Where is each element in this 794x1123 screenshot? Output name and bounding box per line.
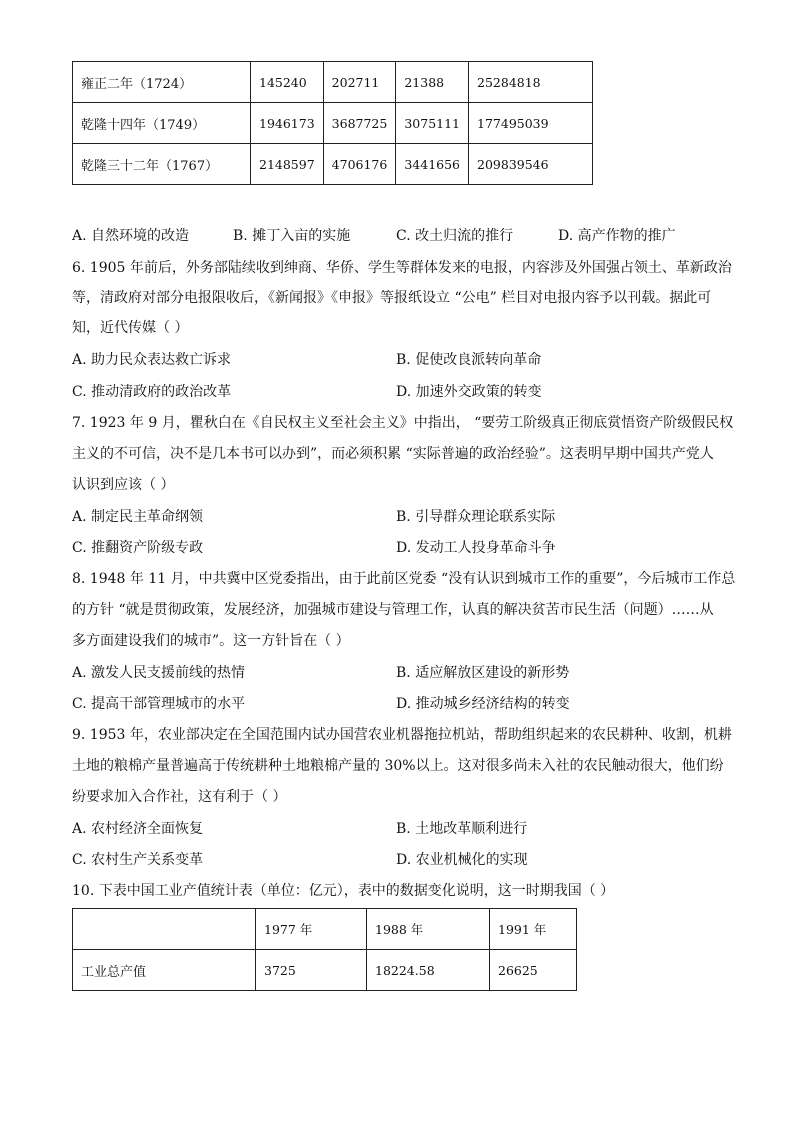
table-cell: 2148597 bbox=[251, 144, 324, 185]
table-cell: 209839546 bbox=[469, 144, 593, 185]
q7-option-c: C. 推翻资产阶级专政 bbox=[72, 540, 204, 556]
table-cell: 乾隆三十二年（1767） bbox=[73, 144, 251, 185]
q6-stem-line: 知，近代传媒（ ） bbox=[72, 320, 189, 336]
table-cell: 3441656 bbox=[396, 144, 469, 185]
q7-stem-line: 7. 1923 年 9 月，瞿秋白在《自民权主义至社会主义》中指出， “要劳工阶级真正彻底赏悟资产阶级假民权 bbox=[72, 415, 734, 431]
q5-option-b: B. 摊丁入亩的实施 bbox=[233, 228, 351, 244]
q8-stem-line: 的方针 “就是贯彻政策，发展经济，加强城市建设与管理工作，认真的解决贫苦市民生活（问题）……从 bbox=[72, 602, 714, 618]
table-cell: 3075111 bbox=[396, 103, 469, 144]
q8-option-c: C. 提高干部管理城市的水平 bbox=[72, 696, 246, 712]
table-cell: 雍正二年（1724） bbox=[73, 62, 251, 103]
population-land-table bbox=[72, 61, 593, 185]
q8-option-b: B. 适应解放区建设的新形势 bbox=[396, 665, 570, 681]
q9-option-c: C. 农村生产关系变革 bbox=[72, 852, 204, 868]
q5-option-c: C. 改土归流的推行 bbox=[396, 228, 514, 244]
q7-option-b: B. 引导群众理论联系实际 bbox=[396, 509, 556, 525]
q8-stem-line: 多方面建设我们的城市”。这一方针旨在（ ） bbox=[72, 633, 350, 649]
q7-stem-line: 认识到应该（ ） bbox=[72, 477, 175, 493]
table-header-row bbox=[73, 909, 577, 950]
q6-stem-line: 等，清政府对部分电报限收后，《新闻报》《申报》等报纸设立 “公电” 栏目对电报内容予以刊载。据此可 bbox=[72, 290, 712, 306]
q10-stem-line: 10. 下表中国工业产值统计表（单位：亿元），表中的数据变化说明，这一时期我国（ ） bbox=[72, 883, 615, 899]
q6-option-d: D. 加速外交政策的转变 bbox=[396, 384, 542, 400]
table-cell: 18224.58 bbox=[367, 950, 490, 991]
table-cell: 26625 bbox=[490, 950, 577, 991]
table-header-cell bbox=[73, 909, 256, 950]
q6-option-b: B. 促使改良派转向革命 bbox=[396, 352, 542, 368]
table-header-cell: 1977 年 bbox=[256, 909, 367, 950]
q5-option-a: A. 自然环境的改造 bbox=[72, 228, 190, 244]
table-cell: 202711 bbox=[323, 62, 396, 103]
table-header-cell: 1991 年 bbox=[490, 909, 577, 950]
q7-option-a: A. 制定民主革命纲领 bbox=[72, 509, 204, 525]
table-cell: 乾隆十四年（1749） bbox=[73, 103, 251, 144]
table-cell: 177495039 bbox=[469, 103, 593, 144]
industrial-output-table bbox=[72, 908, 577, 991]
q9-stem-line: 纷要求加入合作社，这有利于（ ） bbox=[72, 789, 287, 805]
q5-option-d: D. 高产作物的推广 bbox=[558, 228, 676, 244]
table-header-cell: 1988 年 bbox=[367, 909, 490, 950]
table-cell: 3687725 bbox=[323, 103, 396, 144]
table-cell: 145240 bbox=[251, 62, 324, 103]
table-row bbox=[73, 103, 593, 144]
q9-stem-line: 9. 1953 年，农业部决定在全国范围内试办国营农业机器拖拉机站，帮助组织起来的农民耕种、收割，机耕 bbox=[72, 727, 732, 743]
q9-option-a: A. 农村经济全面恢复 bbox=[72, 821, 204, 837]
q8-option-d: D. 推动城乡经济结构的转变 bbox=[396, 696, 570, 712]
table-cell: 1946173 bbox=[251, 103, 324, 144]
q7-stem-line: 主义的不可信，决不是几本书可以办到”，而必须积累 “实际普遍的政治经验”。这表明早期中国共产党人 bbox=[72, 446, 714, 462]
q6-option-a: A. 助力民众表达救亡诉求 bbox=[72, 352, 232, 368]
q6-stem-line: 6. 1905 年前后，外务部陆续收到绅商、华侨、学生等群体发来的电报，内容涉及外国强占领土、革新政治 bbox=[72, 260, 732, 276]
q8-option-a: A. 激发人民支援前线的热情 bbox=[72, 665, 246, 681]
table-row bbox=[73, 144, 593, 185]
q8-stem-line: 8. 1948 年 11 月，中共冀中区党委指出，由于此前区党委 “没有认识到城市工作的重要”，今后城市工作总 bbox=[72, 571, 736, 587]
q9-stem-line: 土地的粮棉产量普遍高于传统耕种土地粮棉产量的 30%以上。这对很多尚未入社的农民触动很大，他们纷 bbox=[72, 758, 724, 774]
q9-option-d: D. 农业机械化的实现 bbox=[396, 852, 528, 868]
q6-option-c: C. 推动清政府的政治改革 bbox=[72, 384, 232, 400]
q7-option-d: D. 发动工人投身革命斗争 bbox=[396, 540, 556, 556]
table-cell: 25284818 bbox=[469, 62, 593, 103]
table-cell: 工业总产值 bbox=[73, 950, 256, 991]
table-cell: 3725 bbox=[256, 950, 367, 991]
table-row bbox=[73, 950, 577, 991]
table-cell: 21388 bbox=[396, 62, 469, 103]
table-row bbox=[73, 62, 593, 103]
table-cell: 4706176 bbox=[323, 144, 396, 185]
q9-option-b: B. 土地改革顺利进行 bbox=[396, 821, 528, 837]
